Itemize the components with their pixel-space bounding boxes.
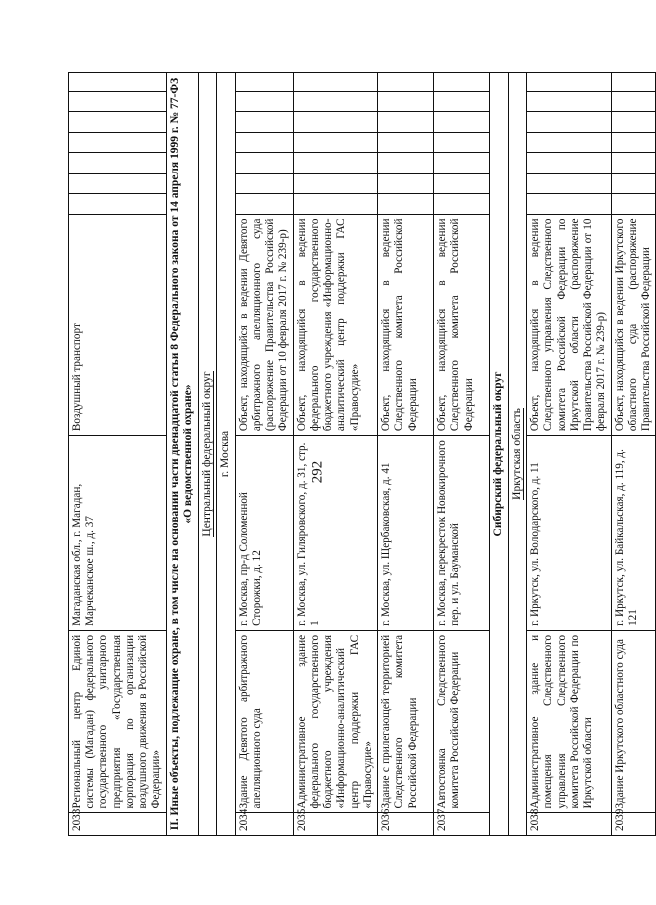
district-siberian: Сибирский федеральный округ (490, 73, 509, 836)
object-status: Объект, находящийся в ведении Следственного комитета Российской Федерации (378, 214, 434, 436)
row-number: 2035 (293, 813, 377, 836)
table-row (293, 73, 377, 836)
object-address: г. Москва, ул. Щербаковская, д. 41 (378, 436, 434, 631)
object-address: Магаданская обл., г. Магадан, Марчеканское ш., д. 37 (69, 436, 167, 631)
table-row (378, 73, 434, 836)
region-irkutsk: Иркутская область (508, 73, 527, 836)
table-row (69, 73, 167, 836)
region-header-row (508, 73, 527, 836)
row-number: 2033 (69, 813, 167, 836)
object-address: г. Москва, перекресток Новокирочного пер. и ул. Бауманской (434, 436, 490, 631)
object-name: Административное здание федерального государственного бюджетного учреждения «Информационно-аналитический центр поддержки ГАС «Правосудие» (293, 630, 377, 813)
object-status: Объект, находящийся в ведении Девятого арбитражного апелляционного суда (распоряжение Правительства Российской Федерации от 10 февраля 2017 г. № 239-р) (235, 214, 293, 436)
object-name: Автостоянка Следственного комитета Российской Федерации (434, 630, 490, 813)
city-moscow: г. Москва (217, 73, 236, 836)
object-address: г. Иркутск, ул. Володарского, д. 11 (527, 436, 611, 631)
object-name: Административное здание и помещения Следственного управления Следственного комитета Российской Федерации по Иркутской области (527, 630, 611, 813)
object-status: Воздушный транспорт (69, 214, 167, 436)
object-name: Здание с прилегающей территорией Следственного комитета Российской Федерации (378, 630, 434, 813)
row-number: 2034 (235, 813, 293, 836)
table-row (611, 73, 656, 836)
registry-table (68, 72, 656, 836)
object-status: Объект, находящийся в ведении Иркутского областного суда (распоряжение Правительства Российской Федерации (611, 214, 656, 436)
table-row (235, 73, 293, 836)
object-address: г. Москва, ул. Гиляровского, д. 31, стр. 1 (293, 436, 377, 631)
row-number: 2038 (527, 813, 611, 836)
row-number: 2039 (611, 813, 656, 836)
district-header-row (198, 73, 217, 836)
district-central: Центральный федеральный округ (198, 73, 217, 836)
object-address: г. Москва, пр-д Соломенной Сторожки, д. 12 (235, 436, 293, 631)
row-number: 2036 (378, 813, 434, 836)
district-header-row (490, 73, 509, 836)
object-status: Объект, находящийся в ведении Следственного комитета Российской Федерации (434, 214, 490, 436)
object-address: г. Иркутск, ул. Байкальская, д. 119, д. 121 (611, 436, 656, 631)
object-status: Объект, находящийся в ведении Следственного управления Следственного комитета Российской Федерации по Иркутской области (распоряжение Правительства Российской Федерации от 10 февраля 2017 г. № 239-р) (527, 214, 611, 436)
row-number: 2037 (434, 813, 490, 836)
object-name: Региональный центр Единой системы (Магадан) федерального государственного унитарного предприятия «Государственная корпорация по организации воздушного движения в Российской Федерации» (69, 630, 167, 813)
rotated-table-container (68, 72, 652, 836)
object-name: Здание Иркутского областного суда (611, 630, 656, 813)
object-status: Объект, находящийся в ведении федерального государственного бюджетного учреждения «Информационно-аналитический центр поддержки ГАС «Правосудие» (293, 214, 377, 436)
city-header-row (217, 73, 236, 836)
section-title: II. Иные объекты, подлежащие охране, в том числе на основании части двенадцатой статьи 8 Федерального закона от 14 апреля 1999 г. № 77-ФЗ «О ведомственной охране» (166, 73, 198, 836)
table-row (527, 73, 611, 836)
table-row (434, 73, 490, 836)
section-header-row (166, 73, 198, 836)
page-number: 292 (309, 460, 326, 484)
object-name: Здание Девятого арбитражного апелляционного суда (235, 630, 293, 813)
